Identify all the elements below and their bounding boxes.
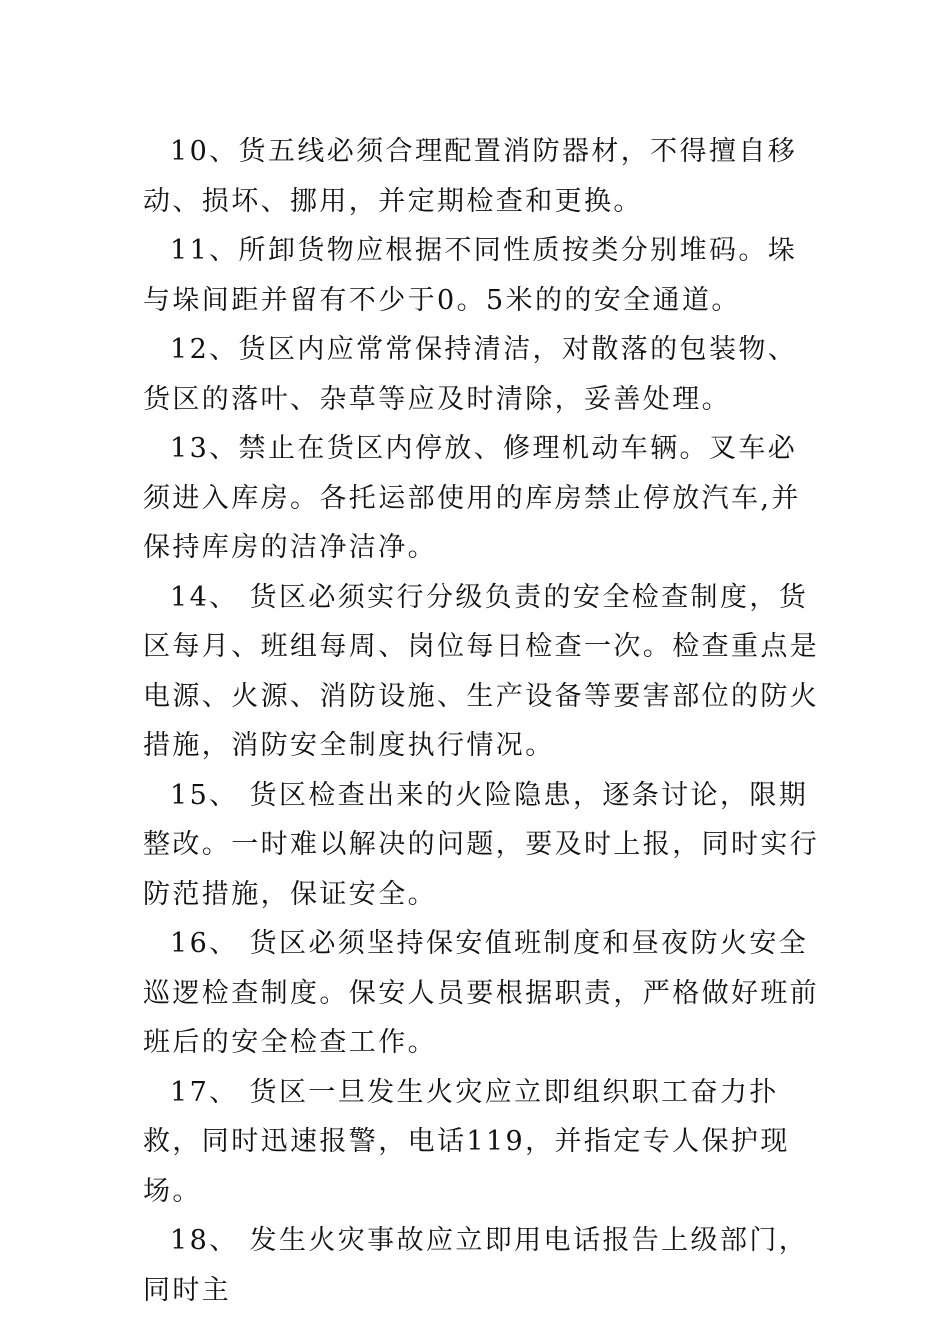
paragraph-item-14: 14、 货区必须实行分级负责的安全检查制度，货区每月、班组每周、岗位每日检查一次。检查重点是电源、火源、消防设施、生产设备等要害部位的防火措施，消防安全制度执行情况。: [143, 581, 820, 761]
paragraph-item-13: 13、禁止在货区内停放、修理机动车辆。叉车必须进入库房。各托运部使用的库房禁止停放汽车,并保持库房的洁净洁净。: [143, 433, 801, 563]
paragraph-item-11: 11、所卸货物应根据不同性质按类分别堆码。垛与垛间距并留有不少于0。5米的的安全通道。: [143, 235, 798, 316]
paragraph-item-17: 17、 货区一旦发生火灾应立即组织职工奋力扑救，同时迅速报警，电话119，并指定专人保护现场。: [143, 1076, 790, 1207]
document-body: [143, 127, 823, 1315]
paragraph-item-16: 16、 货区必须坚持保安值班制度和昼夜防火安全巡逻检查制度。保安人员要根据职责，严格做好班前班后的安全检查工作。: [143, 928, 820, 1058]
paragraph-item-12: 12、货区内应常常保持清洁，对散落的包装物、货区的落叶、杂草等应及时清除，妥善处理。: [143, 334, 798, 415]
paragraph-item-15: 15、 货区检查出来的火险隐患，逐条讨论，限期整改。一时难以解决的问题，要及时上报，同时实行防范措施，保证安全。: [143, 779, 820, 910]
paragraph-item-10: 10、货五线必须合理配置消防器材，不得擅自移动、损坏、挪用，并定期检查和更换。: [143, 136, 798, 217]
paragraph-item-18: 18、 发生火灾事故应立即用电话报告上级部门，同时主: [143, 1225, 809, 1306]
